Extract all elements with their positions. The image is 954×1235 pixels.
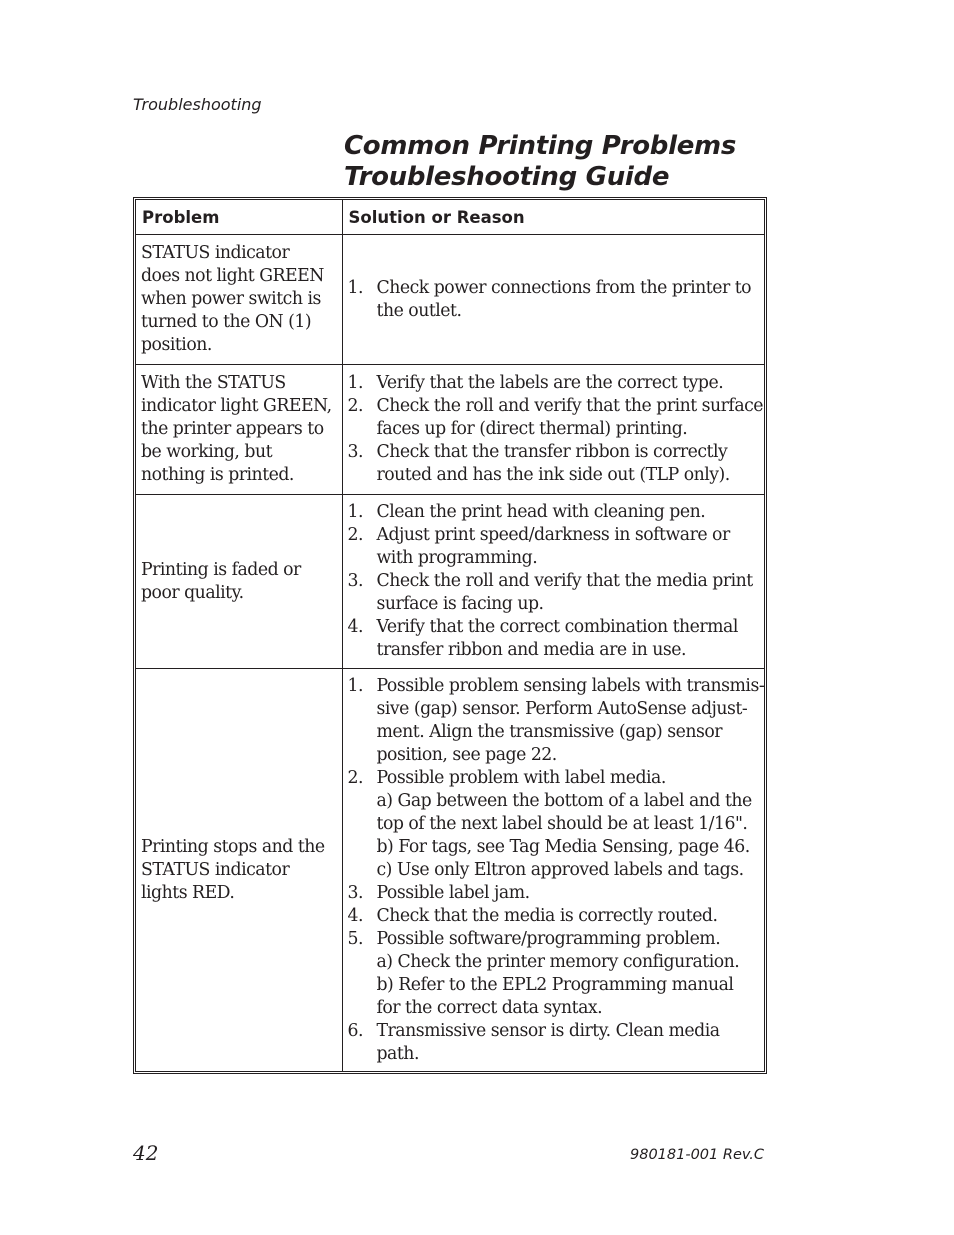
solution-text (377, 277, 759, 323)
solution-number: 1. (347, 277, 363, 298)
solution-list (347, 675, 765, 1066)
table-row (136, 669, 764, 1072)
problem-text-line: lights RED. (141, 882, 235, 903)
solution-number: 4. (347, 905, 363, 926)
solution-item (348, 882, 759, 905)
solution-item (348, 616, 759, 662)
column-header-problem: Problem (136, 200, 342, 235)
solution-cell (342, 235, 764, 365)
solution-text-line: surface is facing up. (376, 594, 544, 614)
problem-text-line: Printing is faded or (141, 559, 301, 580)
problem-text-line: turned to the ON (1) (141, 312, 312, 332)
solution-text-line: Verify that the labels are the correct type. (376, 373, 724, 393)
solution-text-line: Check that the transfer ribbon is correctly (376, 442, 728, 462)
solution-number: 1. (347, 502, 363, 522)
solution-text-line: a) Gap between the bottom of a label and the (376, 790, 752, 811)
solution-text-line: transfer ribbon and media are in use. (376, 640, 686, 660)
solution-text-line: ment. Align the transmissive (gap) sensor (376, 721, 723, 742)
solution-text-line: Verify that the correct combination thermal (376, 617, 738, 637)
solution-text-line: Possible problem with label media. (376, 767, 666, 788)
solution-text (377, 675, 765, 767)
table-row (136, 235, 764, 365)
solution-item (348, 524, 759, 570)
solution-text-line: sive (gap) sensor. Perform AutoSense adjust- (376, 698, 748, 719)
solution-text-line: for the correct data syntax. (376, 997, 603, 1018)
problem-text-line: indicator light GREEN, (141, 396, 332, 416)
solution-item (348, 501, 759, 524)
problem-cell (136, 235, 342, 365)
solution-text-line: top of the next label should be at least 1/16". (376, 813, 748, 834)
solution-item (347, 395, 764, 441)
problem-text-line: Printing stops and the (141, 836, 325, 857)
table-row (136, 365, 764, 495)
problem-text-line: STATUS indicator (141, 243, 290, 263)
solution-text-line: routed and has the ink side out (TLP only). (376, 465, 730, 485)
solution-list (348, 501, 759, 662)
problem-text-line: the printer appears to (141, 419, 324, 439)
solution-text-line: Possible problem sensing labels with transmis- (376, 675, 765, 696)
solution-item (347, 675, 765, 767)
solution-text (377, 372, 759, 395)
solution-text-line: Possible software/programming problem. (376, 928, 721, 949)
solution-text (377, 570, 759, 616)
solution-text-line: Clean the print head with cleaning pen. (376, 502, 706, 522)
problem-text-line: STATUS indicator (141, 859, 290, 880)
problem-text-line: poor quality. (141, 582, 244, 603)
solution-cell (342, 365, 764, 495)
solution-text-line: Possible label jam. (376, 882, 530, 903)
solution-item (348, 570, 759, 616)
solution-text-line: a) Check the printer memory configuration. (376, 951, 740, 972)
solution-number: 4. (347, 617, 363, 637)
solution-text-line: the outlet. (376, 300, 462, 321)
solution-list (347, 372, 764, 487)
solution-text (377, 928, 759, 1020)
solution-number: 2. (347, 396, 363, 416)
running-head: Troubleshooting (133, 95, 262, 114)
solution-text (377, 882, 759, 905)
document-number: 980181-001 Rev.C (630, 1147, 764, 1163)
solution-number: 5. (347, 928, 363, 949)
solution-text-line: path. (376, 1043, 419, 1064)
solution-number: 3. (347, 442, 363, 462)
problem-cell (136, 669, 342, 1072)
solution-item (348, 277, 759, 323)
solution-item (348, 372, 759, 395)
solution-cell (342, 495, 764, 669)
solution-text-line: Check the roll and verify that the media print (376, 571, 753, 591)
solution-item (348, 928, 759, 1020)
column-header-solution: Solution or Reason (342, 200, 764, 235)
solution-text (377, 441, 759, 487)
solution-text (377, 395, 764, 441)
solution-text (377, 767, 759, 882)
solution-text-line: b) For tags, see Tag Media Sensing, page 46. (376, 836, 750, 857)
solution-text-line: c) Use only Eltron approved labels and tags. (376, 859, 744, 880)
troubleshooting-table (133, 197, 767, 1074)
problem-text-line: does not light GREEN (141, 266, 324, 286)
solution-text (377, 616, 759, 662)
problem-text-line: nothing is printed. (141, 465, 294, 485)
solution-text (377, 524, 759, 570)
solution-text-line: Check power connections from the printer to (376, 277, 752, 298)
solution-text (377, 905, 759, 928)
solution-list (348, 277, 759, 323)
solution-number: 3. (347, 571, 363, 591)
problem-text-line: when power switch is (141, 289, 321, 309)
solution-text-line: position, see page 22. (376, 744, 557, 765)
solution-text-line: Adjust print speed/darkness in software or (376, 525, 730, 545)
title-line-2: Troubleshooting Guide (344, 162, 670, 192)
page-number: 42 (133, 1141, 159, 1165)
solution-item (348, 905, 759, 928)
solution-text-line: b) Refer to the EPL2 Programming manual (376, 974, 734, 995)
solution-text (377, 1020, 759, 1066)
problem-cell (136, 495, 342, 669)
solution-number: 2. (347, 767, 363, 788)
problem-text-line: position. (141, 335, 212, 355)
solution-text-line: Check the roll and verify that the print surface (376, 396, 764, 416)
page-title (344, 131, 736, 193)
solution-text-line: Check that the media is correctly routed. (376, 905, 718, 926)
problem-text-line: With the STATUS (141, 373, 286, 393)
solution-item (348, 767, 759, 882)
solution-number: 2. (347, 525, 363, 545)
solution-item (348, 1020, 759, 1066)
solution-number: 1. (347, 675, 363, 696)
solution-cell (342, 669, 764, 1072)
solution-number: 3. (347, 882, 363, 903)
problem-text-line: be working, but (141, 442, 273, 462)
solution-text-line: Transmissive sensor is dirty. Clean media (376, 1020, 720, 1041)
solution-text-line: with programming. (376, 548, 538, 568)
solution-text-line: faces up for (direct thermal) printing. (376, 419, 688, 439)
problem-cell (136, 365, 342, 495)
solution-text (377, 501, 759, 524)
table-header-row (136, 200, 764, 235)
solution-number: 6. (347, 1020, 363, 1041)
solution-number: 1. (347, 373, 363, 393)
title-line-1: Common Printing Problems (344, 131, 737, 161)
table-row (136, 495, 764, 669)
solution-item (348, 441, 759, 487)
